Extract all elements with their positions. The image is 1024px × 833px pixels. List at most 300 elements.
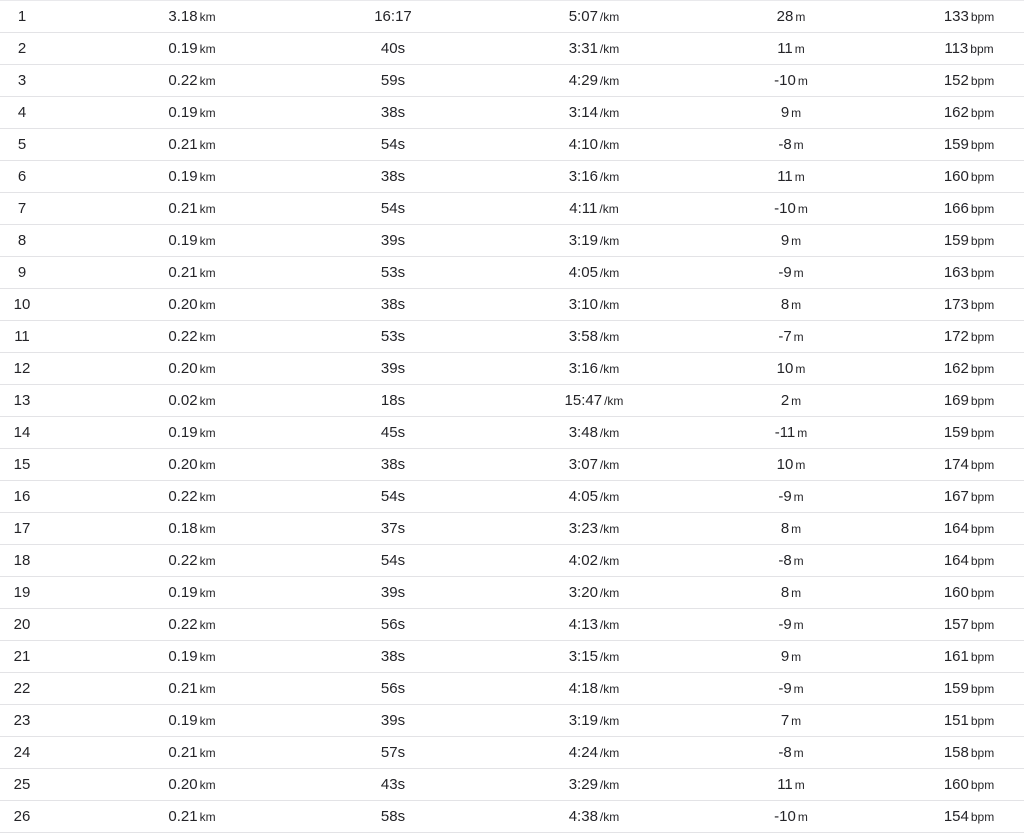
split-heart-rate xyxy=(909,673,1024,704)
split-elevation xyxy=(731,33,851,64)
split-distance-value: 0.22 xyxy=(168,72,198,89)
split-elevation-value: 11 xyxy=(777,40,793,57)
split-pace-unit: /km xyxy=(599,202,619,216)
split-elevation-value: -9 xyxy=(778,616,792,633)
split-pace xyxy=(534,705,654,736)
split-elevation-value: -8 xyxy=(778,136,792,153)
split-number: 7 xyxy=(17,200,27,217)
split-distance-unit: km xyxy=(199,106,216,120)
split-pace-unit: /km xyxy=(599,810,620,824)
split-distance-unit: km xyxy=(199,554,216,568)
split-elevation-value: 28 xyxy=(776,8,794,25)
split-time: 56s xyxy=(380,616,406,633)
split-pace-unit: /km xyxy=(599,682,620,696)
split-elevation-value: 9 xyxy=(780,232,790,249)
split-elevation xyxy=(731,481,851,512)
split-pace xyxy=(534,513,654,544)
split-pace-unit: /km xyxy=(599,458,620,472)
split-distance-unit: km xyxy=(199,362,216,376)
split-elevation xyxy=(731,705,851,736)
split-distance xyxy=(132,769,252,800)
split-heart-rate xyxy=(909,481,1024,512)
split-time: 16:17 xyxy=(374,8,412,25)
split-row xyxy=(0,33,1024,65)
split-time: 53s xyxy=(380,264,406,281)
split-pace xyxy=(534,289,654,320)
split-pace xyxy=(534,545,654,576)
split-pace-unit: /km xyxy=(599,10,620,24)
split-elevation-value: 2 xyxy=(780,392,790,409)
split-heart-rate-unit: bpm xyxy=(970,170,995,184)
split-distance xyxy=(132,705,252,736)
split-heart-rate-unit: bpm xyxy=(970,746,995,760)
split-distance-unit: km xyxy=(199,10,216,24)
split-pace-value: 3:16 xyxy=(568,168,598,185)
split-time: 40s xyxy=(380,40,406,57)
split-distance-value: 0.19 xyxy=(168,104,198,121)
split-heart-rate-unit: bpm xyxy=(970,42,994,56)
split-row xyxy=(0,801,1024,833)
split-elevation xyxy=(731,129,851,160)
split-pace xyxy=(534,257,654,288)
split-pace-unit: /km xyxy=(599,746,620,760)
split-pace xyxy=(534,97,654,128)
split-elevation-unit: m xyxy=(794,778,805,792)
split-time: 54s xyxy=(380,488,406,505)
split-time: 56s xyxy=(380,680,406,697)
split-heart-rate xyxy=(909,545,1024,576)
split-elevation-value: 8 xyxy=(780,520,790,537)
split-pace-value: 4:02 xyxy=(568,552,598,569)
split-pace-unit: /km xyxy=(599,138,620,152)
split-row xyxy=(0,641,1024,673)
split-distance xyxy=(132,161,252,192)
split-pace-unit: /km xyxy=(599,234,620,248)
split-row xyxy=(0,737,1024,769)
split-pace xyxy=(534,193,654,224)
split-row xyxy=(0,321,1024,353)
split-elevation-value: 7 xyxy=(780,712,790,729)
split-heart-rate-unit: bpm xyxy=(970,10,995,24)
split-number: 10 xyxy=(13,296,31,313)
split-elevation-value: 10 xyxy=(776,456,794,473)
split-row xyxy=(0,193,1024,225)
split-elevation-value: -9 xyxy=(778,680,792,697)
split-distance xyxy=(132,97,252,128)
split-distance-value: 0.21 xyxy=(168,136,198,153)
split-distance-unit: km xyxy=(199,682,216,696)
split-heart-rate xyxy=(909,385,1024,416)
split-heart-rate-value: 161 xyxy=(943,648,969,665)
split-pace-unit: /km xyxy=(604,394,624,408)
split-elevation-unit: m xyxy=(795,362,806,376)
split-heart-rate xyxy=(909,321,1024,352)
split-elevation xyxy=(731,161,851,192)
split-elevation-unit: m xyxy=(797,202,808,216)
split-row xyxy=(0,577,1024,609)
split-row xyxy=(0,385,1024,417)
split-pace xyxy=(534,673,654,704)
split-heart-rate xyxy=(909,257,1024,288)
split-pace-value: 3:48 xyxy=(568,424,598,441)
split-distance xyxy=(132,673,252,704)
split-elevation-value: 10 xyxy=(776,360,794,377)
split-distance-unit: km xyxy=(199,810,216,824)
split-distance xyxy=(132,225,252,256)
split-heart-rate xyxy=(909,449,1024,480)
split-heart-rate xyxy=(909,225,1024,256)
split-distance xyxy=(132,65,252,96)
split-number: 20 xyxy=(13,616,31,633)
split-distance-unit: km xyxy=(199,74,216,88)
split-distance-value: 0.02 xyxy=(168,392,198,409)
split-row xyxy=(0,1,1024,33)
split-heart-rate-value: 167 xyxy=(943,488,969,505)
split-distance xyxy=(132,417,252,448)
split-elevation xyxy=(731,641,851,672)
split-distance-value: 0.20 xyxy=(168,456,198,473)
split-heart-rate-value: 113 xyxy=(944,40,969,57)
split-heart-rate-value: 163 xyxy=(943,264,969,281)
split-heart-rate-value: 162 xyxy=(943,104,969,121)
split-pace-value: 3:20 xyxy=(568,584,598,601)
split-number: 17 xyxy=(13,520,31,537)
split-distance-unit: km xyxy=(199,234,216,248)
split-row xyxy=(0,673,1024,705)
split-pace-value: 3:15 xyxy=(568,648,598,665)
split-heart-rate xyxy=(909,609,1024,640)
split-elevation xyxy=(731,449,851,480)
split-pace-unit: /km xyxy=(599,490,620,504)
split-heart-rate-value: 172 xyxy=(943,328,969,345)
split-time: 38s xyxy=(380,104,406,121)
split-elevation-unit: m xyxy=(791,714,802,728)
split-elevation-value: 11 xyxy=(777,168,793,185)
split-heart-rate-unit: bpm xyxy=(970,490,995,504)
split-number: 9 xyxy=(17,264,27,281)
split-row xyxy=(0,609,1024,641)
split-elevation-value: 9 xyxy=(780,104,790,121)
split-pace xyxy=(534,417,654,448)
split-pace-unit: /km xyxy=(599,714,620,728)
split-elevation xyxy=(731,577,851,608)
split-distance-value: 0.21 xyxy=(168,264,198,281)
split-elevation xyxy=(731,513,851,544)
split-distance-value: 0.21 xyxy=(168,680,198,697)
split-row xyxy=(0,705,1024,737)
split-distance xyxy=(132,481,252,512)
split-heart-rate-value: 173 xyxy=(943,296,969,313)
split-heart-rate-unit: bpm xyxy=(970,298,995,312)
split-time: 53s xyxy=(380,328,406,345)
split-elevation xyxy=(731,385,851,416)
split-distance xyxy=(132,33,252,64)
split-heart-rate xyxy=(909,97,1024,128)
split-heart-rate-value: 152 xyxy=(943,72,969,89)
split-row xyxy=(0,417,1024,449)
split-distance-value: 0.19 xyxy=(168,168,198,185)
split-elevation xyxy=(731,225,851,256)
split-distance-unit: km xyxy=(199,266,216,280)
split-time: 38s xyxy=(380,648,406,665)
split-heart-rate-unit: bpm xyxy=(970,426,995,440)
split-elevation-value: -8 xyxy=(778,744,792,761)
split-time: 38s xyxy=(380,168,406,185)
split-pace-unit: /km xyxy=(599,106,620,120)
split-heart-rate-unit: bpm xyxy=(970,394,995,408)
split-elevation xyxy=(731,257,851,288)
split-heart-rate-unit: bpm xyxy=(970,682,995,696)
split-pace-unit: /km xyxy=(599,618,620,632)
split-heart-rate xyxy=(909,1,1024,32)
split-time: 39s xyxy=(380,232,406,249)
split-elevation-unit: m xyxy=(793,266,804,280)
split-distance xyxy=(132,129,252,160)
split-time: 37s xyxy=(380,520,406,537)
split-time: 54s xyxy=(380,200,406,217)
split-heart-rate-value: 169 xyxy=(943,392,969,409)
split-time: 39s xyxy=(380,712,406,729)
split-elevation-value: 8 xyxy=(780,584,790,601)
split-time: 59s xyxy=(380,72,406,89)
split-pace xyxy=(534,769,654,800)
split-elevation xyxy=(731,1,851,32)
split-pace xyxy=(534,65,654,96)
split-row xyxy=(0,289,1024,321)
split-elevation-value: -11 xyxy=(774,424,796,441)
split-pace-unit: /km xyxy=(599,74,620,88)
split-pace-value: 4:11 xyxy=(569,200,598,217)
split-number: 22 xyxy=(13,680,31,697)
split-heart-rate-value: 166 xyxy=(943,200,969,217)
split-distance xyxy=(132,737,252,768)
split-elevation xyxy=(731,769,851,800)
split-pace-value: 4:18 xyxy=(568,680,598,697)
split-heart-rate-unit: bpm xyxy=(970,106,995,120)
split-number: 13 xyxy=(13,392,31,409)
split-pace-value: 3:16 xyxy=(568,360,598,377)
split-heart-rate xyxy=(909,65,1024,96)
split-number: 24 xyxy=(13,744,31,761)
split-elevation-unit: m xyxy=(794,42,805,56)
split-heart-rate-unit: bpm xyxy=(970,778,995,792)
split-elevation xyxy=(731,321,851,352)
split-pace-value: 3:14 xyxy=(568,104,598,121)
split-number: 16 xyxy=(13,488,31,505)
split-heart-rate xyxy=(909,33,1024,64)
split-distance xyxy=(132,513,252,544)
split-elevation-unit: m xyxy=(793,682,804,696)
split-pace-unit: /km xyxy=(599,650,620,664)
split-pace xyxy=(534,609,654,640)
split-distance-unit: km xyxy=(199,714,216,728)
split-distance-value: 0.22 xyxy=(168,488,198,505)
split-heart-rate-value: 160 xyxy=(943,584,969,601)
split-heart-rate-value: 154 xyxy=(943,808,969,825)
split-elevation-value: -9 xyxy=(778,264,792,281)
split-distance xyxy=(132,385,252,416)
split-time: 54s xyxy=(380,552,406,569)
split-pace-unit: /km xyxy=(599,42,620,56)
split-elevation-value: 8 xyxy=(780,296,790,313)
split-distance-value: 0.19 xyxy=(168,232,198,249)
split-pace-value: 3:23 xyxy=(568,520,598,537)
split-heart-rate-unit: bpm xyxy=(970,362,995,376)
split-distance xyxy=(132,577,252,608)
split-pace-value: 3:19 xyxy=(568,232,598,249)
split-distance-unit: km xyxy=(199,778,216,792)
split-elevation xyxy=(731,801,851,832)
split-elevation-unit: m xyxy=(797,426,808,440)
split-distance-value: 0.19 xyxy=(168,40,198,57)
split-distance-unit: km xyxy=(199,586,216,600)
split-elevation xyxy=(731,65,851,96)
split-pace-unit: /km xyxy=(599,266,620,280)
split-elevation-value: -10 xyxy=(774,72,796,89)
split-distance-unit: km xyxy=(199,298,216,312)
split-pace-value: 3:58 xyxy=(568,328,598,345)
split-pace-unit: /km xyxy=(599,362,620,376)
split-heart-rate-unit: bpm xyxy=(970,330,995,344)
split-number: 1 xyxy=(17,8,27,25)
split-heart-rate-value: 158 xyxy=(943,744,969,761)
split-distance-value: 0.22 xyxy=(168,616,198,633)
split-distance xyxy=(132,289,252,320)
split-distance-value: 0.21 xyxy=(168,200,198,217)
split-pace-value: 4:24 xyxy=(568,744,598,761)
split-row xyxy=(0,513,1024,545)
split-heart-rate xyxy=(909,737,1024,768)
split-distance xyxy=(132,545,252,576)
split-elevation-value: -10 xyxy=(774,808,796,825)
split-heart-rate-value: 160 xyxy=(943,168,969,185)
split-elevation xyxy=(731,609,851,640)
split-distance-unit: km xyxy=(199,618,216,632)
split-heart-rate-unit: bpm xyxy=(970,618,995,632)
split-distance-value: 0.19 xyxy=(168,424,198,441)
split-number: 11 xyxy=(14,328,30,345)
split-time: 43s xyxy=(380,776,406,793)
split-number: 2 xyxy=(17,40,27,57)
split-pace xyxy=(534,129,654,160)
split-heart-rate-value: 151 xyxy=(943,712,969,729)
split-elevation xyxy=(731,353,851,384)
split-distance-unit: km xyxy=(199,458,216,472)
split-elevation xyxy=(731,97,851,128)
split-pace xyxy=(534,1,654,32)
split-heart-rate-value: 174 xyxy=(943,456,969,473)
split-row xyxy=(0,481,1024,513)
split-row xyxy=(0,449,1024,481)
split-distance xyxy=(132,641,252,672)
split-elevation xyxy=(731,737,851,768)
split-pace xyxy=(534,481,654,512)
split-row xyxy=(0,257,1024,289)
split-row xyxy=(0,225,1024,257)
split-elevation-value: -9 xyxy=(778,488,792,505)
split-pace xyxy=(534,33,654,64)
split-elevation-unit: m xyxy=(793,618,804,632)
split-distance-unit: km xyxy=(199,522,216,536)
split-number: 3 xyxy=(17,72,27,89)
split-number: 14 xyxy=(13,424,31,441)
split-elevation xyxy=(731,289,851,320)
split-time: 38s xyxy=(380,296,406,313)
split-number: 8 xyxy=(17,232,27,249)
split-heart-rate-value: 159 xyxy=(943,232,969,249)
split-pace-unit: /km xyxy=(599,554,620,568)
split-distance-value: 0.19 xyxy=(168,584,198,601)
split-distance-value: 3.18 xyxy=(168,8,198,25)
split-pace-value: 3:31 xyxy=(568,40,598,57)
split-heart-rate-unit: bpm xyxy=(970,202,995,216)
split-number: 26 xyxy=(13,808,31,825)
split-heart-rate-unit: bpm xyxy=(970,234,995,248)
split-distance-unit: km xyxy=(199,426,216,440)
split-elevation-value: -8 xyxy=(778,552,792,569)
split-pace-value: 4:05 xyxy=(568,488,598,505)
split-pace-value: 4:10 xyxy=(568,136,598,153)
split-distance-value: 0.22 xyxy=(168,552,198,569)
split-pace-unit: /km xyxy=(599,170,620,184)
split-elevation-unit: m xyxy=(791,298,802,312)
split-time: 38s xyxy=(380,456,406,473)
split-pace-value: 3:19 xyxy=(568,712,598,729)
split-elevation-unit: m xyxy=(791,522,802,536)
split-row xyxy=(0,97,1024,129)
split-distance-unit: km xyxy=(199,746,216,760)
split-elevation-unit: m xyxy=(791,650,802,664)
split-elevation-unit: m xyxy=(795,458,806,472)
split-pace-unit: /km xyxy=(599,522,620,536)
split-number: 12 xyxy=(13,360,31,377)
split-distance-value: 0.19 xyxy=(168,648,198,665)
split-distance-unit: km xyxy=(199,202,216,216)
split-heart-rate-value: 159 xyxy=(943,680,969,697)
split-heart-rate xyxy=(909,161,1024,192)
split-distance-unit: km xyxy=(199,490,216,504)
split-number: 4 xyxy=(17,104,27,121)
split-elevation xyxy=(731,545,851,576)
split-distance xyxy=(132,353,252,384)
split-elevation-unit: m xyxy=(797,74,808,88)
split-number: 21 xyxy=(13,648,31,665)
split-elevation-unit: m xyxy=(793,490,804,504)
split-number: 6 xyxy=(17,168,27,185)
split-heart-rate-value: 157 xyxy=(943,616,969,633)
split-elevation-unit: m xyxy=(793,746,804,760)
split-elevation-unit: m xyxy=(791,394,802,408)
split-number: 19 xyxy=(13,584,31,601)
split-pace-unit: /km xyxy=(599,426,620,440)
split-elevation-unit: m xyxy=(791,106,802,120)
split-pace-unit: /km xyxy=(599,778,620,792)
split-row xyxy=(0,545,1024,577)
split-heart-rate xyxy=(909,417,1024,448)
split-distance-value: 0.21 xyxy=(168,744,198,761)
split-distance-value: 0.21 xyxy=(168,808,198,825)
split-distance-value: 0.20 xyxy=(168,296,198,313)
split-heart-rate xyxy=(909,513,1024,544)
split-number: 15 xyxy=(13,456,31,473)
split-number: 5 xyxy=(17,136,27,153)
split-heart-rate xyxy=(909,769,1024,800)
split-distance xyxy=(132,801,252,832)
split-pace xyxy=(534,385,654,416)
split-pace-value: 4:13 xyxy=(568,616,598,633)
split-elevation-value: -7 xyxy=(778,328,792,345)
split-elevation xyxy=(731,673,851,704)
